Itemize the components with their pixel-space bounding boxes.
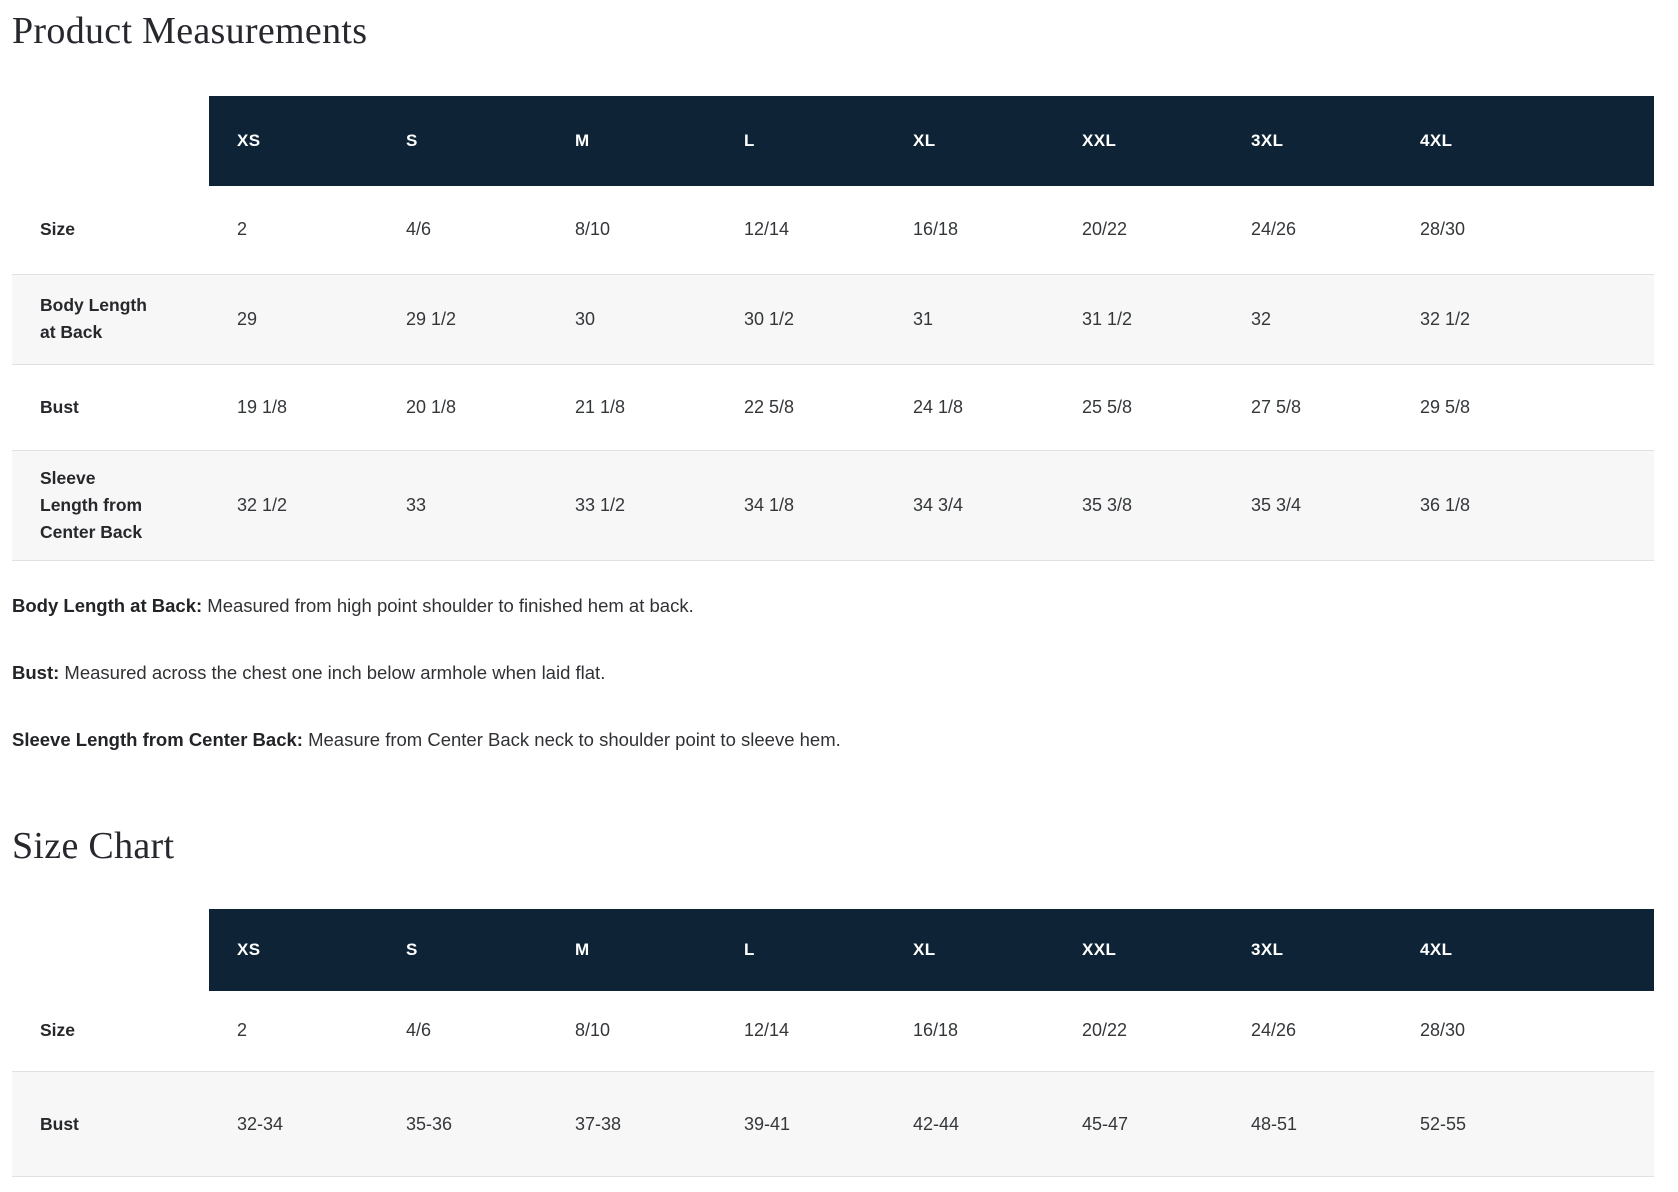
column-header-4xl: 4XL	[1392, 96, 1654, 186]
measurement-cell: 35 3/8	[1082, 494, 1133, 515]
size-cell: 45-47	[1082, 1113, 1129, 1134]
size-cell: 52-55	[1420, 1113, 1467, 1134]
column-header-m: M	[547, 96, 716, 186]
size-cell: 24/26	[1251, 1020, 1297, 1041]
note-term: Body Length at Back:	[12, 594, 203, 616]
row-label: Bust	[40, 396, 79, 417]
column-header-3xl: 3XL	[1223, 96, 1392, 186]
size-header-row	[12, 909, 1654, 991]
header-spacer	[12, 96, 209, 186]
measurement-cell: 8/10	[575, 219, 611, 240]
note-term: Sleeve Length from Center Back:	[12, 728, 303, 750]
measurement-cell: 31 1/2	[1082, 308, 1133, 329]
table-row-body-length	[12, 274, 1654, 364]
column-header-xl: XL	[885, 96, 1054, 186]
note-definition: Measure from Center Back neck to shoulder point to sleeve hem.	[302, 728, 841, 750]
column-header-xl: XL	[885, 909, 1054, 991]
column-header-s: S	[378, 96, 547, 186]
size-cell: 35-36	[406, 1113, 453, 1134]
measurement-cell: 30 1/2	[744, 308, 795, 329]
measurement-cell: 22 5/8	[744, 396, 795, 417]
row-label: Size	[40, 1020, 76, 1041]
table-row-size	[12, 991, 1654, 1072]
measurement-cell: 29 1/2	[406, 308, 457, 329]
measurement-cell: 4/6	[406, 219, 432, 240]
measurement-cell: 29 5/8	[1420, 396, 1471, 417]
measurement-cell: 33 1/2	[575, 494, 626, 515]
note-definition: Measured across the chest one inch below armhole when laid flat.	[59, 661, 606, 683]
measurement-cell: 24 1/8	[913, 396, 964, 417]
size-cell: 28/30	[1420, 1020, 1466, 1041]
note-term: Bust:	[12, 661, 60, 683]
column-header-xxl: XXL	[1054, 909, 1223, 991]
measurement-cell: 31	[913, 308, 934, 329]
size-header-row	[12, 96, 1654, 186]
product-measurements-table	[12, 96, 1654, 561]
note-sleeve-length	[12, 727, 1654, 753]
size-cell: 48-51	[1251, 1113, 1298, 1134]
size-cell: 37-38	[575, 1113, 622, 1134]
size-cell: 8/10	[575, 1020, 611, 1041]
column-header-l: L	[716, 909, 885, 991]
measurement-cell: 35 3/4	[1251, 494, 1302, 515]
measurement-cell: 32 1/2	[1420, 308, 1471, 329]
size-chart-table	[12, 909, 1654, 1178]
note-definition: Measured from high point shoulder to finished hem at back.	[202, 594, 694, 616]
note-body-length	[12, 593, 1654, 619]
size-cell: 20/22	[1082, 1020, 1128, 1041]
column-header-xs: XS	[209, 909, 378, 991]
measurement-cell: 32 1/2	[237, 494, 288, 515]
size-cell: 4/6	[406, 1020, 432, 1041]
column-header-3xl: 3XL	[1223, 909, 1392, 991]
measurement-cell: 24/26	[1251, 219, 1297, 240]
measurement-cell: 16/18	[913, 219, 959, 240]
size-cell: 16/18	[913, 1020, 959, 1041]
column-header-4xl: 4XL	[1392, 909, 1654, 991]
measurement-cell: 36 1/8	[1420, 494, 1471, 515]
page-content	[0, 8, 1678, 1177]
size-cell: 12/14	[744, 1020, 790, 1041]
measurement-cell: 25 5/8	[1082, 396, 1133, 417]
header-spacer	[12, 909, 209, 991]
size-cell: 32-34	[237, 1113, 284, 1134]
product-measurements-title: Product Measurements	[12, 10, 368, 52]
row-label: Bust	[40, 1113, 79, 1134]
measurement-cell: 21 1/8	[575, 396, 626, 417]
measurement-cell: 28/30	[1420, 219, 1466, 240]
column-header-xs: XS	[209, 96, 378, 186]
table-row-size	[12, 186, 1654, 274]
table-row-bust	[12, 1072, 1654, 1177]
measurement-cell: 30	[575, 308, 596, 329]
measurement-notes	[12, 593, 1654, 753]
size-cell: 39-41	[744, 1113, 791, 1134]
size-chart-title: Size Chart	[12, 824, 175, 867]
measurement-cell: 33	[406, 494, 427, 515]
measurement-cell: 34 3/4	[913, 494, 964, 515]
measurement-cell: 27 5/8	[1251, 396, 1302, 417]
measurement-cell: 32	[1251, 308, 1272, 329]
measurement-cell: 20 1/8	[406, 396, 457, 417]
table-row-sleeve-length	[12, 450, 1654, 560]
table-row-bust	[12, 364, 1654, 450]
column-header-xxl: XXL	[1054, 96, 1223, 186]
row-label: Body Length at Back	[40, 295, 147, 342]
column-header-s: S	[378, 909, 547, 991]
row-label: Sleeve Length from Center Back	[40, 467, 143, 542]
measurement-cell: 29	[237, 308, 258, 329]
note-bust	[12, 660, 1654, 686]
column-header-l: L	[716, 96, 885, 186]
column-header-m: M	[547, 909, 716, 991]
measurement-cell: 20/22	[1082, 219, 1128, 240]
measurement-cell: 2	[237, 219, 248, 240]
measurement-cell: 34 1/8	[744, 494, 795, 515]
size-cell: 2	[237, 1020, 248, 1041]
row-label: Size	[40, 219, 76, 240]
measurement-cell: 19 1/8	[237, 396, 288, 417]
measurement-cell: 12/14	[744, 219, 790, 240]
size-cell: 42-44	[913, 1113, 960, 1134]
